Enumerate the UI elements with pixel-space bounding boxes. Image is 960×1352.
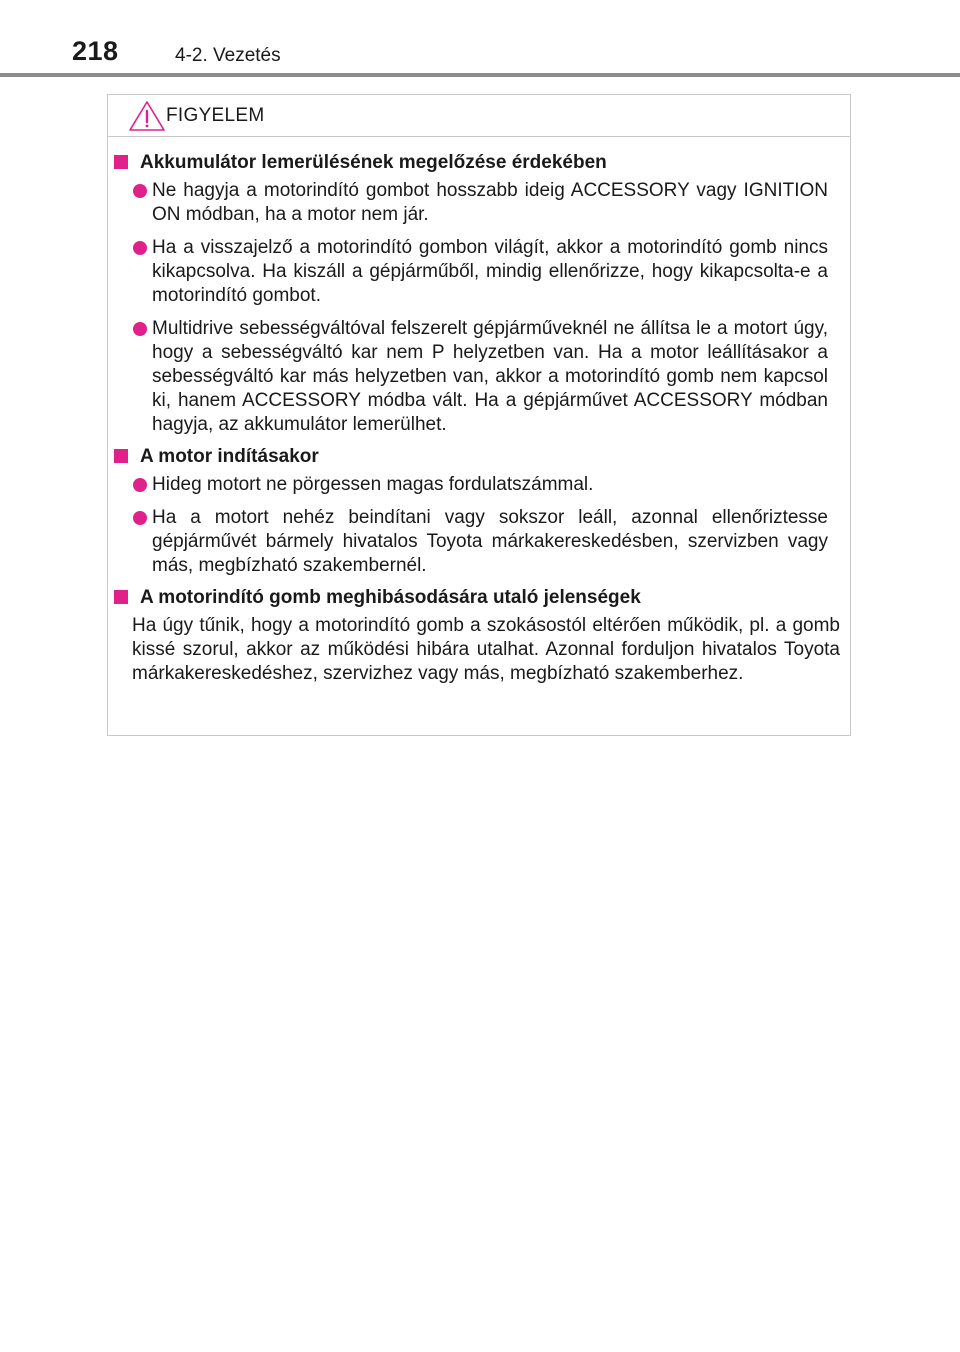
list-item-text: Ha a visszajelző a motorindító gombon világít, akkor a motorindító gomb nincs kikapcsolva. Ha kiszáll a gépjárműből, mindig ellenőrizze, hogy kikapcsolta-e a motorindító gombot.	[152, 237, 828, 306]
list-item-text: Ne hagyja a motorindító gombot hosszabb ideig ACCESSORY vagy IGNITION ON módban, ha a motor nem jár.	[152, 180, 828, 225]
section-heading-text: A motorindító gomb meghibásodására utaló jelenségek	[140, 587, 641, 608]
square-bullet-icon	[114, 155, 128, 169]
warning-content	[108, 151, 850, 694]
circle-bullet-icon	[133, 184, 147, 198]
circle-bullet-icon	[133, 241, 147, 255]
square-bullet-icon	[114, 590, 128, 604]
section-heading-text: A motor indításakor	[140, 446, 319, 467]
list-item	[132, 317, 828, 437]
paragraph: Ha úgy tűnik, hogy a motorindító gomb a szokásostól eltérően működik, pl. a gomb kissé szorul, akkor az működési hibára utalhat. Azonnal forduljon hivatalos Toyota márkakereskedéshez, szervizhez vagy más, megbízható szakemberhez.	[132, 615, 840, 684]
warning-triangle-icon	[128, 100, 166, 132]
warning-header	[108, 95, 850, 137]
page-header	[0, 0, 960, 80]
header-rule	[0, 73, 960, 77]
square-bullet-icon	[114, 449, 128, 463]
section-heading	[114, 151, 850, 175]
list-item-text: Hideg motort ne pörgessen magas fordulatszámmal.	[152, 474, 594, 495]
list-item	[132, 473, 828, 497]
list-item-text: Multidrive sebességváltóval felszerelt gépjárműveknél ne állítsa le a motort úgy, hogy a sebességváltó kar nem P helyzetben van. Ha a motor leállításakor a sebességváltó kar más helyzetben van, akkor a motorindító gomb nem kapcsol ki, hanem ACCESSORY módba vált. Ha a gépjárművet ACCESSORY módban hagyja, az akkumulátor lemerülhet.	[152, 318, 828, 435]
section-title: 4-2. Vezetés	[175, 45, 281, 66]
list-item	[132, 179, 828, 227]
circle-bullet-icon	[133, 322, 147, 336]
warning-box	[107, 94, 851, 736]
section-heading	[114, 445, 850, 469]
page-number: 218	[72, 36, 119, 66]
list-item	[132, 506, 828, 578]
circle-bullet-icon	[133, 478, 147, 492]
section-engine-start	[108, 445, 850, 578]
list-item-text: Ha a motort nehéz beindítani vagy sokszor leáll, azonnal ellenőriztesse gépjárművét bármely hivatalos Toyota márkakereskedésben, szervizben vagy más, megbízható szakembernél.	[152, 507, 828, 576]
section-malfunction	[108, 586, 850, 686]
section-heading	[114, 586, 850, 610]
list-item	[132, 236, 828, 308]
circle-bullet-icon	[133, 511, 147, 525]
section-battery	[108, 151, 850, 437]
section-heading-text: Akkumulátor lemerülésének megelőzése érdekében	[140, 152, 607, 173]
warning-title: FIGYELEM	[166, 105, 265, 126]
